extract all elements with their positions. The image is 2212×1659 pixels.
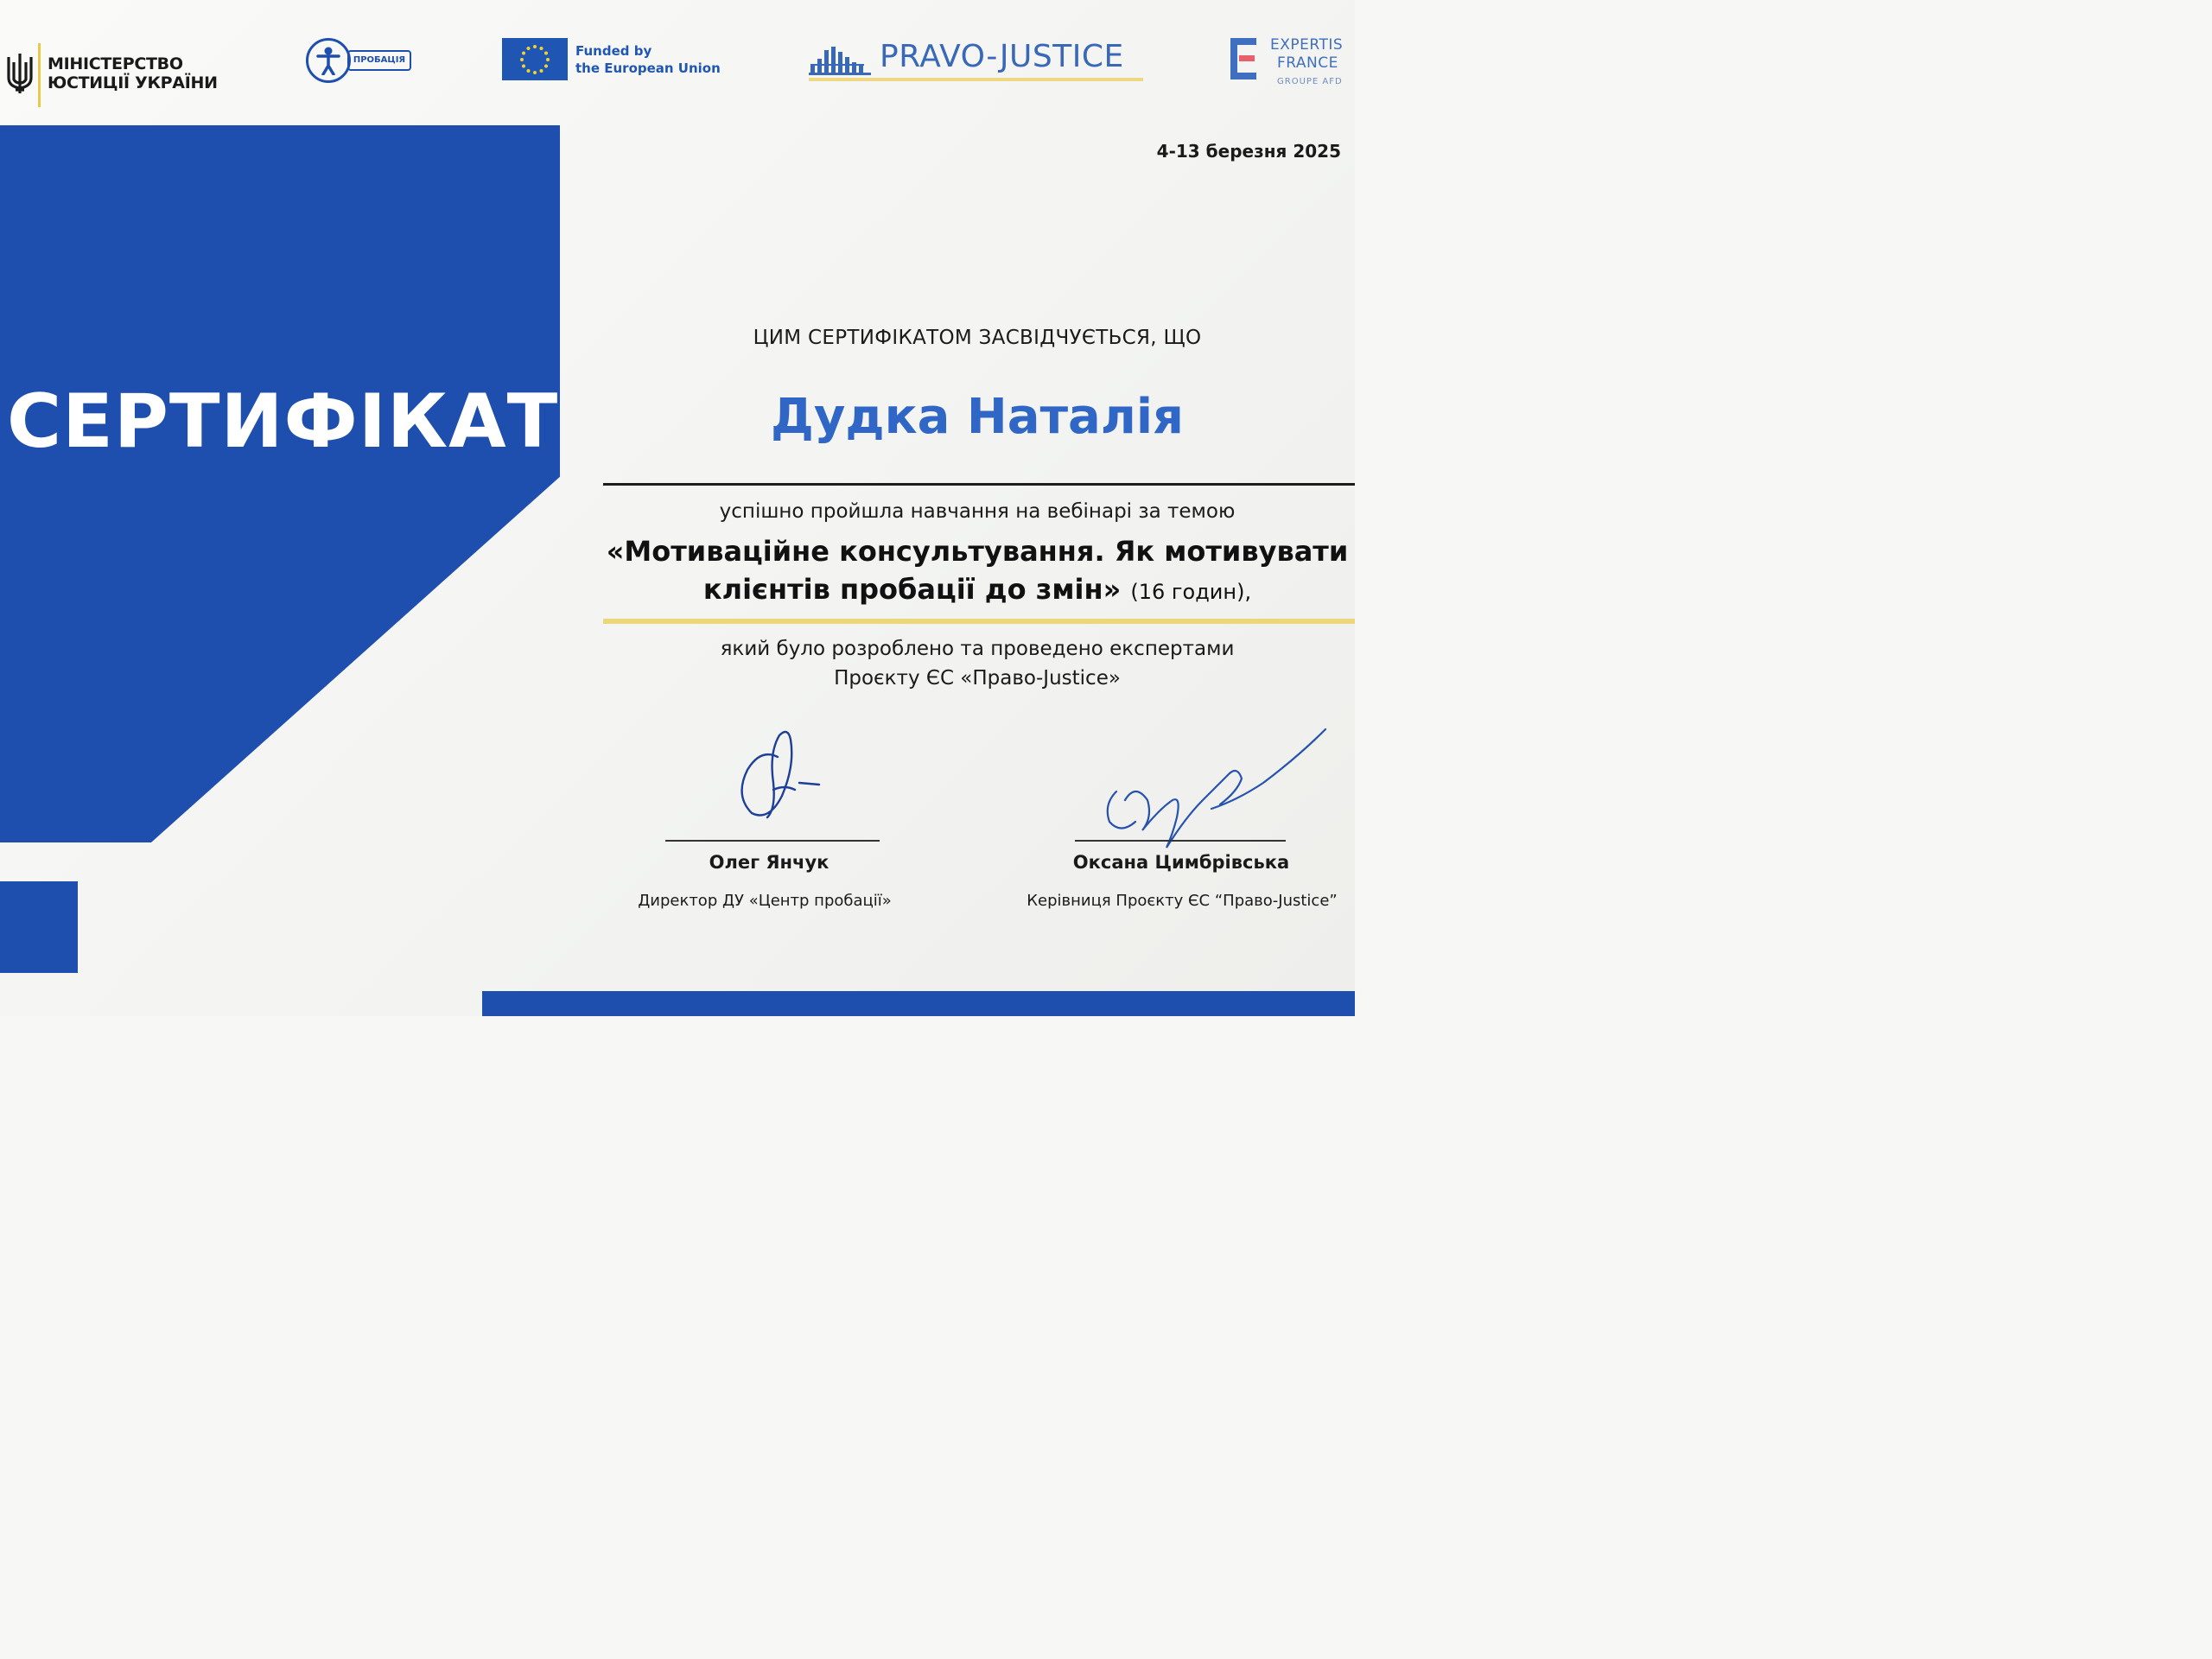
statement-text: ЦИМ СЕРТИФІКАТОМ ЗАСВІДЧУЄТЬСЯ, ЩО [753,327,1202,349]
completion-text: успішно пройшла навчання на вебінарі за темою [719,500,1236,523]
signature-1 [726,722,838,826]
topic-line1: «Мотиваційне консультування. Як мотивувати [606,535,1349,568]
eu-flag-icon [502,38,568,80]
developed-by-text [600,634,1355,693]
expertise-france-logo [1229,36,1343,91]
signature-line-2 [1075,840,1286,842]
expertise-e-icon [1229,36,1258,81]
developed-line1: який було розроблено та проведено експертами [720,638,1235,660]
developed-line2: Проєкту ЄС «Право-Justice» [834,667,1121,690]
course-topic [600,532,1355,611]
topic-line2: клієнтів пробації до змін» [702,573,1122,606]
probation-logo [306,38,411,83]
ministry-line2: ЮСТИЦІЇ УКРАЇНИ [48,73,218,92]
signatory-1-name: Олег Янчук [709,852,830,873]
signatory-1-role: Директор ДУ «Центр пробації» [638,892,892,910]
expertise-line3: GROUPE AFD [1277,77,1343,86]
person-icon [306,38,351,83]
ministry-logo [5,40,218,107]
pravo-skyline-icon [809,45,871,76]
certificate-date: 4-13 березня 2025 [1156,141,1341,162]
certificate-page [0,0,1355,1016]
recipient-name: Дудка Наталія [771,389,1184,445]
course-hours: (16 годин), [1130,580,1252,604]
blue-panel [0,125,560,842]
trident-icon [5,52,35,95]
pravo-underline [809,78,1143,81]
expertise-line1: EXPERTIS [1270,36,1344,54]
eu-logo [502,38,721,80]
signature-2 [1090,722,1332,852]
signatory-2-role: Керівниця Проєкту ЄС “Право-Justice” [1027,892,1338,910]
probation-key-label: ПРОБАЦІЯ [347,50,411,71]
topic-underline [603,619,1355,624]
name-underline [603,483,1355,486]
blue-bottom-bar [482,991,1355,1016]
pravo-justice-logo [809,38,1143,81]
certificate-title: СЕРТИФІКАТ [7,378,559,465]
ministry-line1: МІНІСТЕРСТВО [48,54,183,73]
signature-line-1 [665,840,880,842]
ministry-divider [38,43,41,107]
signatory-2-name: Оксана Цимбрівська [1072,852,1290,873]
eu-line2: the European Union [575,60,721,76]
pravo-justice-text: PRAVO-JUSTICE [880,39,1124,74]
blue-corner-block [0,881,78,973]
expertise-line2: FRANCE [1277,54,1338,72]
eu-line1: Funded by [575,42,652,59]
